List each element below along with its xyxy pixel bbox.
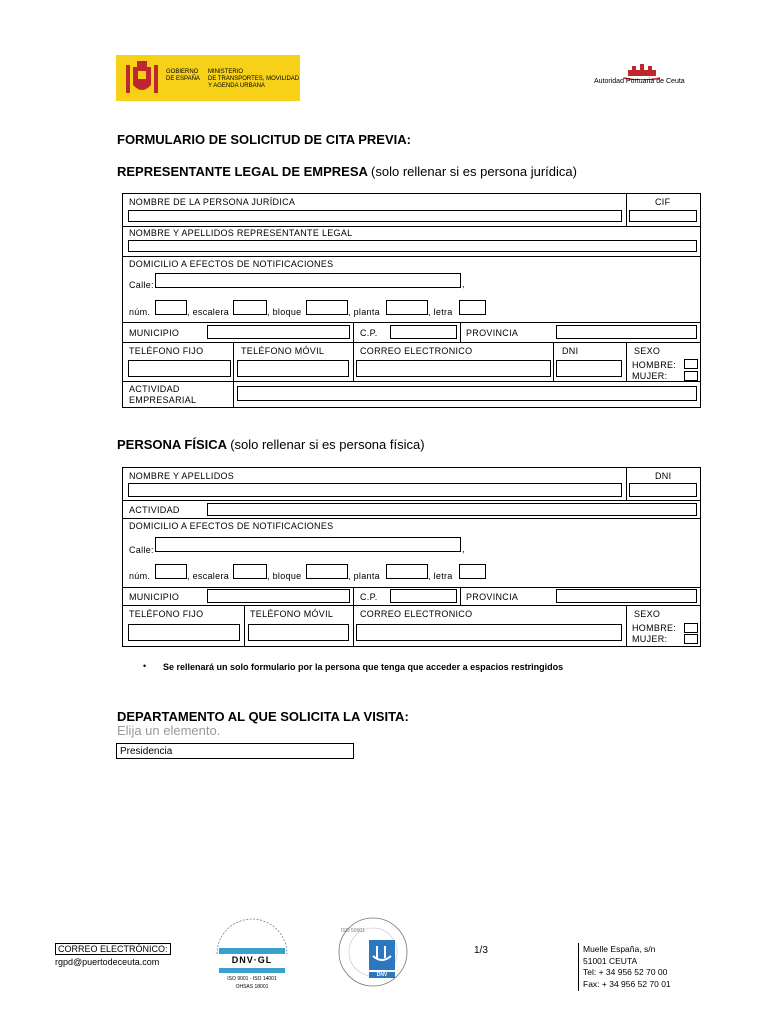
energy-certification-seal xyxy=(333,910,413,990)
fisica-cp-input[interactable] xyxy=(390,589,457,603)
fisica-mujer-label: MUJER: xyxy=(632,634,668,644)
legal-municipio-label: MUNICIPIO xyxy=(129,328,180,338)
fisica-num-input[interactable] xyxy=(155,564,187,579)
energy-seal-icon xyxy=(333,910,413,990)
legal-cif-label: CIF xyxy=(655,197,671,207)
fisica-address-label: DOMICILIO A EFECTOS DE NOTIFICACIONES xyxy=(129,521,334,531)
fisica-telfijo-label: TELÉFONO FIJO xyxy=(129,609,204,619)
fisica-provincia-input[interactable] xyxy=(556,589,697,603)
legal-calle-input[interactable] xyxy=(155,273,461,288)
legal-telmovil-input[interactable] xyxy=(237,360,349,377)
footer-email-label: CORREO ELECTRÓNICO: xyxy=(55,943,171,955)
legal-planta-label: , planta xyxy=(348,307,380,317)
legal-num-label: núm. xyxy=(129,307,151,317)
fisica-municipio-label: MUNICIPIO xyxy=(129,592,180,602)
legal-dni-label: DNI xyxy=(562,346,579,356)
legal-address-label: DOMICILIO A EFECTOS DE NOTIFICACIONES xyxy=(129,259,334,269)
legal-escalera-input[interactable] xyxy=(233,300,267,315)
department-placeholder: Elija un elemento. xyxy=(117,723,221,738)
legal-bloque-input[interactable] xyxy=(306,300,348,315)
legal-municipio-input[interactable] xyxy=(207,325,350,339)
legal-representative-input[interactable] xyxy=(128,240,697,252)
fisica-municipio-input[interactable] xyxy=(207,589,350,603)
legal-num-input[interactable] xyxy=(155,300,187,315)
fisica-num-label: núm. xyxy=(129,571,151,581)
fisica-hombre-checkbox[interactable] xyxy=(684,623,698,633)
fisica-sexo-label: SEXO xyxy=(634,609,661,619)
department-select[interactable] xyxy=(116,743,354,759)
fisica-telmovil-label: TELÉFONO MÓVIL xyxy=(250,609,334,619)
dnv-line2: OHSAS 18001 xyxy=(235,984,269,990)
legal-hombre-label: HOMBRE: xyxy=(632,360,677,370)
legal-provincia-label: PROVINCIA xyxy=(466,328,519,338)
fisica-calle-label: Calle: xyxy=(129,545,154,555)
legal-escalera-label: , escalera xyxy=(187,307,230,317)
fisica-correo-input[interactable] xyxy=(356,624,622,641)
legal-bloque-label: , bloque xyxy=(267,307,302,317)
legal-actividad-label: ACTIVIDAD EMPRESARIAL xyxy=(129,384,197,405)
fisica-provincia-label: PROVINCIA xyxy=(466,592,519,602)
legal-letra-input[interactable] xyxy=(459,300,486,315)
fisica-escalera-input[interactable] xyxy=(233,564,267,579)
legal-correo-label: CORREO ELECTRONICO xyxy=(360,346,473,356)
legal-sexo-label: SEXO xyxy=(634,346,661,356)
fisica-section-heading: PERSONA FÍSICA (solo rellenar si es persona física) xyxy=(117,437,425,452)
legal-hombre-checkbox[interactable] xyxy=(684,359,698,369)
fisica-telfijo-input[interactable] xyxy=(128,624,240,641)
department-selected-value: Presidencia xyxy=(120,746,173,757)
legal-telfijo-input[interactable] xyxy=(128,360,231,377)
fisica-hombre-label: HOMBRE: xyxy=(632,623,677,633)
fisica-planta-label: , planta xyxy=(348,571,380,581)
legal-entity-name-input[interactable] xyxy=(128,210,622,222)
fisica-actividad-label: ACTIVIDAD xyxy=(129,505,180,515)
footer-email[interactable]: rgpd@puertodeceuta.com xyxy=(55,957,160,967)
fisica-correo-label: CORREO ELECTRONICO xyxy=(360,609,473,619)
legal-correo-input[interactable] xyxy=(356,360,551,377)
fisica-name-label: NOMBRE Y APELLIDOS xyxy=(129,471,235,481)
legal-planta-input[interactable] xyxy=(386,300,428,315)
legal-cp-input[interactable] xyxy=(390,325,457,339)
ministry-label: MINISTERIO DE TRANSPORTES, MOVILIDAD Y AGENDA URBANA xyxy=(208,69,300,89)
fisica-mujer-checkbox[interactable] xyxy=(684,634,698,644)
page-number: 1/3 xyxy=(474,945,488,956)
dnv-brand: DNV·GL xyxy=(231,955,273,965)
fisica-planta-input[interactable] xyxy=(386,564,428,579)
legal-mujer-checkbox[interactable] xyxy=(684,371,698,381)
fisica-dni-label: DNI xyxy=(655,471,672,481)
dnv-certification-seal xyxy=(207,910,297,992)
government-label: GOBIERNO DE ESPAÑA xyxy=(166,69,200,82)
legal-cp-label: C.P. xyxy=(360,328,378,338)
fisica-escalera-label: , escalera xyxy=(187,571,230,581)
legal-entity-name-label: NOMBRE DE LA PERSONA JURÍDICA xyxy=(129,197,296,207)
form-title: FORMULARIO DE SOLICITUD DE CITA PREVIA: xyxy=(117,132,411,147)
fisica-dni-input[interactable] xyxy=(629,483,697,497)
legal-section-heading: REPRESENTANTE LEGAL DE EMPRESA (solo rellenar si es persona jurídica) xyxy=(117,164,577,179)
fisica-calle-input[interactable] xyxy=(155,537,461,552)
fisica-name-input[interactable] xyxy=(128,483,622,497)
legal-provincia-input[interactable] xyxy=(556,325,697,339)
energy-iso-label: ISO 50001 xyxy=(341,928,365,934)
fisica-actividad-input[interactable] xyxy=(207,503,697,516)
port-authority-name: Autoridad Portuaria de Ceuta xyxy=(594,78,685,85)
legal-letra-label: , letra xyxy=(428,307,453,317)
dnv-line1: ISO 9001 · ISO 14001 xyxy=(227,976,277,982)
legal-calle-label: Calle: xyxy=(129,280,154,290)
legal-dni-input[interactable] xyxy=(556,360,622,377)
legal-mujer-label: MUJER: xyxy=(632,371,668,381)
fisica-cp-label: C.P. xyxy=(360,592,378,602)
fisica-letra-input[interactable] xyxy=(459,564,486,579)
bullet-icon: • xyxy=(143,661,147,671)
legal-representative-label: NOMBRE Y APELLIDOS REPRESENTANTE LEGAL xyxy=(129,228,353,238)
legal-actividad-input[interactable] xyxy=(237,386,697,401)
legal-telfijo-label: TELÉFONO FIJO xyxy=(129,346,204,356)
legal-cif-input[interactable] xyxy=(629,210,697,222)
fisica-letra-label: , letra xyxy=(428,571,453,581)
department-heading: DEPARTAMENTO AL QUE SOLICITA LA VISITA: xyxy=(117,709,409,724)
coat-of-arms-icon xyxy=(124,59,160,99)
fisica-telmovil-input[interactable] xyxy=(248,624,349,641)
government-banner xyxy=(116,55,300,101)
footer-address: Muelle España, s/n 51001 CEUTA Tel: + 34 956 52 70 00 Fax: + 34 956 52 70 01 xyxy=(583,944,671,989)
restricted-access-note: Se rellenará un solo formulario por la persona que tenga que acceder a espacios restringidos xyxy=(163,662,564,672)
legal-telmovil-label: TELÉFONO MÓVIL xyxy=(241,346,325,356)
fisica-bloque-input[interactable] xyxy=(306,564,348,579)
energy-badge-label: DNV xyxy=(369,972,395,978)
fisica-bloque-label: , bloque xyxy=(267,571,302,581)
